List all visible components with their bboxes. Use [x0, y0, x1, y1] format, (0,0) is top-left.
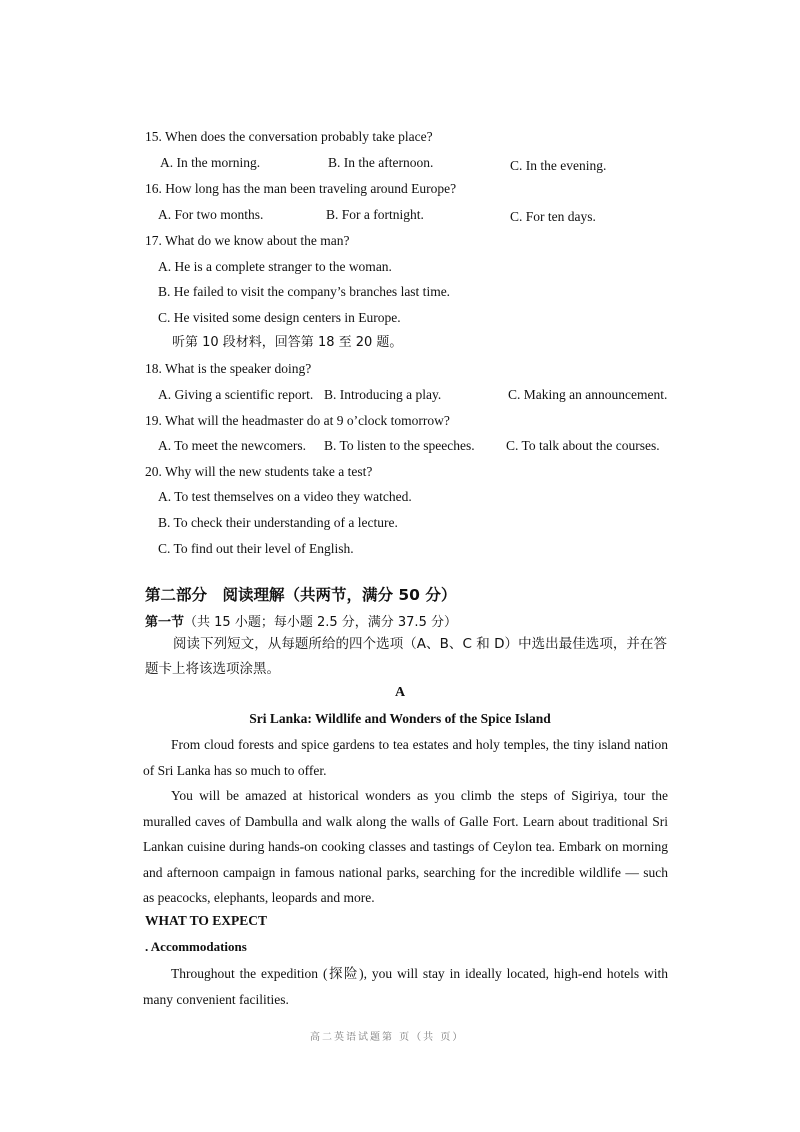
- question-19-option-c: C. To talk about the courses.: [506, 438, 660, 453]
- question-20-option-c: C. To find out their level of English.: [158, 541, 354, 556]
- question-19-stem: 19. What will the headmaster do at 9 o’clock tomorrow?: [145, 413, 450, 428]
- question-16-stem: 16. How long has the man been traveling around Europe?: [145, 181, 457, 196]
- section1-line: [145, 614, 457, 632]
- question-18-stem: 18. What is the speaker doing?: [145, 361, 312, 376]
- section1-info: （共 15 小题；每小题 2.5 分，满分 37.5 分）: [184, 615, 457, 630]
- question-16-option-b: B. For a fortnight.: [326, 207, 424, 222]
- question-16-option-c: C. For ten days.: [510, 209, 596, 224]
- question-17-option-c: C. He visited some design centers in Europe.: [158, 310, 401, 325]
- question-15-option-c: C. In the evening.: [510, 158, 607, 173]
- question-18-option-c: C. Making an announcement.: [508, 387, 668, 402]
- question-15-option-a: A. In the morning.: [160, 155, 261, 170]
- passage-paragraph-1: From cloud forests and spice gardens to tea estates and holy temples, the tiny island nation of Sri Lanka has so much to offer.: [143, 737, 668, 778]
- question-20-stem: 20. Why will the new students take a test?: [145, 464, 373, 479]
- question-20-option-b: B. To check their understanding of a lecture.: [158, 515, 398, 530]
- question-18-option-a: A. Giving a scientific report.: [158, 387, 314, 402]
- question-17-option-b: B. He failed to visit the company’s branches last time.: [158, 284, 451, 299]
- passage-label: A: [394, 685, 406, 700]
- page-footer: 高二英语试题第 页（共 页）: [310, 1032, 465, 1043]
- question-17-option-a: A. He is a complete stranger to the woman.: [158, 259, 392, 274]
- accommodations-heading: . Accommodations: [145, 939, 247, 954]
- question-20-option-a: A. To test themselves on a video they watched.: [158, 489, 412, 504]
- question-18-option-b: B. Introducing a play.: [324, 387, 442, 402]
- listening-instruction: 听第 10 段材料，回答第 18 至 20 题。: [172, 335, 403, 350]
- question-19-option-a: A. To meet the newcomers.: [158, 438, 307, 453]
- section1-instruction: 阅读下列短文，从每题所给的四个选项（A、B、C 和 D）中选出最佳选项，并在答题卡上将该选项涂黑。: [145, 636, 667, 677]
- question-16-option-a: A. For two months.: [158, 207, 264, 222]
- passage-title: Sri Lanka: Wildlife and Wonders of the Spice Island: [249, 711, 551, 726]
- question-15-stem: 15. When does the conversation probably take place?: [145, 129, 433, 144]
- part2-heading: 第二部分 阅读理解（共两节，满分 50 分）: [145, 586, 457, 604]
- passage-paragraph-2: You will be amazed at historical wonders as you climb the steps of Sigiriya, tour the muralled caves of Dambulla and walk along the walls of Galle Fort. Learn about traditional Sri Lankan cuisine during hands-on cooking classes and tastings of Ceylon tea. Embark on morning and afternoon campaign in famous national parks, searching for the incredible wildlife — such as peacocks, elephants, leopards and more.: [143, 788, 668, 905]
- question-17-stem: 17. What do we know about the man?: [145, 233, 350, 248]
- accommodations-paragraph: Throughout the expedition (探险), you will stay in ideally located, high-end hotels with many convenient facilities.: [143, 966, 668, 1007]
- question-19-option-b: B. To listen to the speeches.: [324, 438, 475, 453]
- question-15-option-b: B. In the afternoon.: [328, 155, 434, 170]
- what-to-expect-heading: WHAT TO EXPECT: [145, 913, 268, 928]
- section1-label: 第一节: [145, 615, 185, 630]
